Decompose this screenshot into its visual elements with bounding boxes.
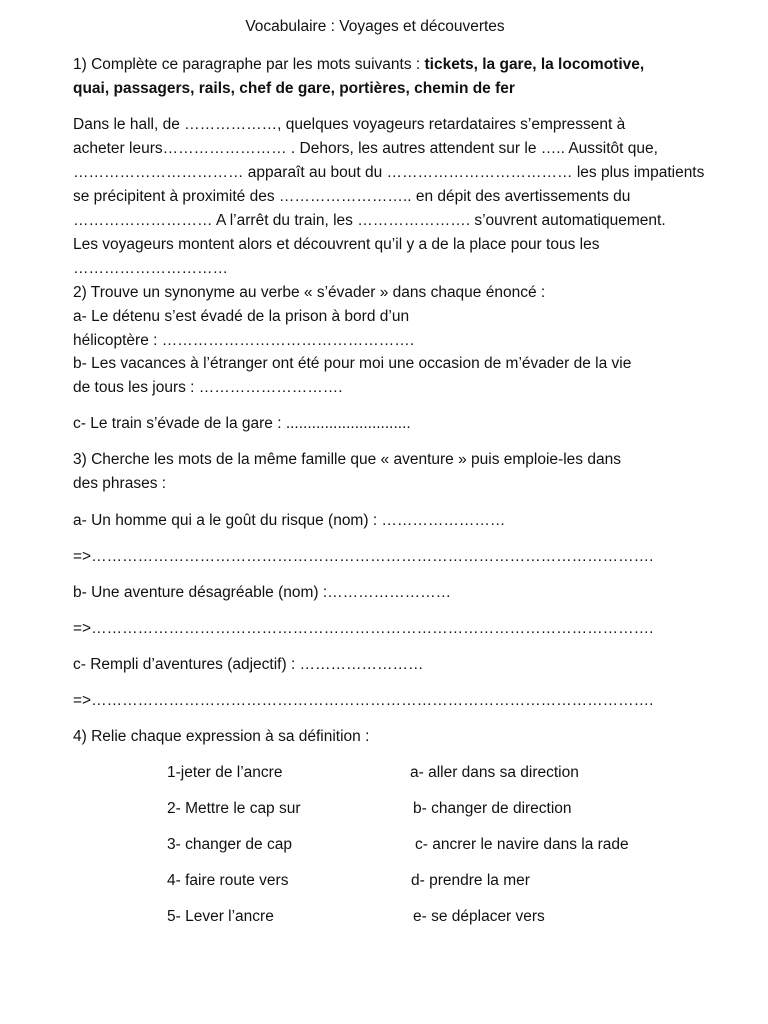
q1-word-list-part1: tickets, la gare, la locomotive, [424,56,645,73]
q2-a-answer: hélicoptère : …………………………………………. [73,332,415,349]
q2-c-statement: c- Le train s’évade de la gare : ............................. [73,415,411,432]
q3-c-statement: c- Rempli d’aventures (adjectif) : …………………… [73,656,424,673]
q1-instruction: 1) Complète ce paragraphe par les mots suivants : [73,56,425,73]
q3-instruction-cont: des phrases : [73,475,167,492]
q1-paragraph-line: Dans le hall, de ………………, quelques voyageurs retardataires s’empressent à [73,116,626,133]
q1-paragraph-line: acheter leurs…………………… . Dehors, les autres attendent sur le ….. Aussitôt que, [73,140,658,157]
q1-paragraph-line: …………………………… apparaît au bout du ……………………………… les plus impatients [73,164,705,181]
q1-paragraph-line: Les voyageurs montent alors et découvrent qu’il y a de la place pour tous les [73,236,600,253]
q4-definition: d- prendre la mer [411,872,530,889]
q1-paragraph-line: ………………………… [73,260,228,277]
q3-b-statement: b- Une aventure désagréable (nom) :…………………… [73,584,452,601]
q1-instruction-line [73,56,644,74]
q2-b-answer: de tous les jours : ………………………. [73,379,343,396]
q4-definition: c- ancrer le navire dans la rade [415,836,629,853]
q4-expression: 2- Mettre le cap sur [167,800,301,817]
q4-expression: 5- Lever l’ancre [167,908,274,925]
q3-b-answer-line: =>………………………………………………………………………………………………. [73,620,654,637]
q2-instruction: 2) Trouve un synonyme au verbe « s’évader » dans chaque énoncé : [73,284,546,301]
q4-expression: 3- changer de cap [167,836,292,853]
q4-instruction: 4) Relie chaque expression à sa définition : [73,728,370,745]
q4-definition: a- aller dans sa direction [410,764,579,781]
q4-expression: 4- faire route vers [167,872,289,889]
q2-a-statement: a- Le détenu s’est évadé de la prison à bord d’un [73,308,410,325]
q4-expression: 1-jeter de l’ancre [167,764,283,781]
q2-b-statement: b- Les vacances à l’étranger ont été pour moi une occasion de m’évader de la vie [73,355,632,372]
q3-instruction: 3) Cherche les mots de la même famille que « aventure » puis emploie-les dans [73,451,621,468]
page-title: Vocabulaire : Voyages et découvertes [245,18,505,35]
q4-definition: e- se déplacer vers [413,908,545,925]
q1-paragraph-line: se précipitent à proximité des …………………….. en dépit des avertissements du [73,188,631,205]
q3-a-answer-line: =>………………………………………………………………………………………………. [73,548,654,565]
q1-paragraph-line: ……………………… A l’arrêt du train, les …………………. s’ouvrent automatiquement. [73,212,666,229]
q4-definition: b- changer de direction [413,800,572,817]
q3-a-statement: a- Un homme qui a le goût du risque (nom) : …………………… [73,512,506,529]
q1-word-list-part2: quai, passagers, rails, chef de gare, portières, chemin de fer [73,80,515,97]
q3-c-answer-line: =>………………………………………………………………………………………………. [73,692,654,709]
